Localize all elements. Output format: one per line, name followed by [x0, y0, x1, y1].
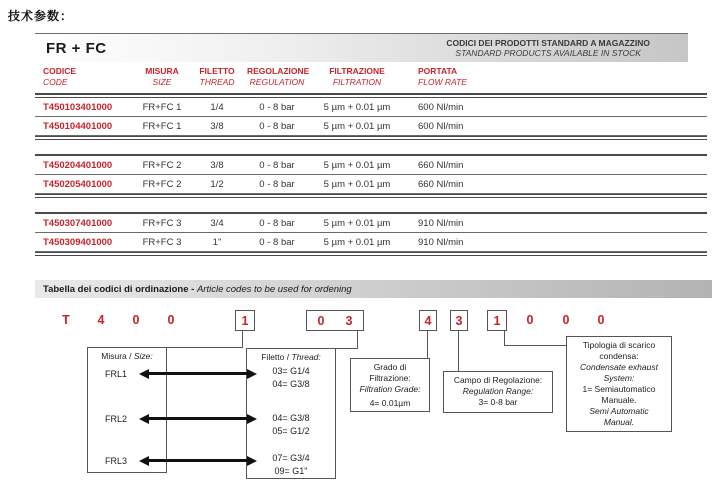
code-char-suffix-3: 0 [597, 313, 605, 327]
size-cell: FR+FC 2 [142, 178, 182, 190]
code-char-suffix-1: 0 [526, 313, 534, 327]
connector-exhaust-horizontal [504, 345, 566, 346]
column-header-code [35, 66, 137, 88]
size-thread-arrow-2 [148, 417, 248, 420]
size-item-frl1: FRL1 [105, 369, 128, 379]
ordering-title-en: Article codes to be used for ordening [196, 283, 352, 295]
column-header-thread [187, 66, 247, 88]
thread-option: 03= G1/4 [272, 366, 310, 376]
thread-cell: 3/8 [210, 159, 224, 171]
col-thread-en: THREAD [199, 77, 235, 87]
code-box-size-digit: 1 [235, 310, 255, 331]
exhaust-it-2: condensa: [599, 351, 639, 361]
size-title-it: Misura / [101, 351, 134, 361]
thread-option: 07= G3/4 [272, 453, 310, 463]
col-filtration-en: FILTRATION [332, 77, 382, 87]
flow-rate-cell: 910 Nl/min [418, 217, 464, 229]
code-char-prefix-4: 0 [167, 313, 175, 327]
exhaust-legend-box [566, 336, 672, 432]
table-group [35, 212, 707, 256]
column-header-filtration [307, 66, 407, 88]
filtration-legend-box [350, 358, 430, 412]
size-cell: FR+FC 2 [142, 159, 182, 171]
code-char-suffix-2: 0 [562, 313, 570, 327]
filtration-cell: 5 µm + 0.01 µm [323, 120, 391, 132]
regulation-en: Regulation Range: [462, 386, 534, 396]
size-cell: FR+FC 3 [142, 217, 182, 229]
regulation-cell: 0 - 8 bar [259, 178, 295, 190]
col-regulation-it: REGOLAZIONE [247, 66, 310, 76]
product-code: T450104401000 [43, 120, 113, 132]
thread-cell: 1" [212, 236, 222, 248]
col-regulation-en: REGULATION [249, 77, 305, 87]
size-cell: FR+FC 1 [142, 120, 182, 132]
exhaust-en-1: Condensate exhaust [580, 362, 658, 372]
code-builder-diagram [35, 298, 721, 490]
size-legend-title [88, 351, 166, 362]
filtration-it-2: Filtrazione: [369, 373, 411, 383]
column-header-flow-rate [407, 66, 697, 88]
regulation-cell: 0 - 8 bar [259, 159, 295, 171]
col-flow-rate-en: FLOW RATE [418, 77, 467, 87]
size-item-frl3: FRL3 [105, 456, 128, 466]
thread-legend-title [247, 352, 335, 363]
group-divider [35, 252, 707, 256]
connector-size [242, 331, 243, 347]
product-code: T450307401000 [43, 217, 113, 229]
exhaust-value-en-1: Semi Automatic [589, 406, 649, 416]
flow-rate-cell: 600 Nl/min [418, 120, 464, 132]
exhaust-value-2: Manuale. [601, 395, 637, 405]
thread-options-frl1 [247, 365, 335, 391]
product-code: T450309401000 [43, 236, 113, 248]
regulation-legend-box [443, 371, 553, 413]
code-char-prefix-1: T [62, 313, 70, 327]
thread-legend-box [246, 348, 336, 479]
size-cell: FR+FC 3 [142, 236, 182, 248]
table-row [35, 98, 707, 117]
thread-options-frl2 [247, 412, 335, 438]
filtration-cell: 5 µm + 0.01 µm [323, 236, 391, 248]
thread-cell: 3/8 [210, 120, 224, 132]
table-group [35, 98, 707, 140]
col-flow-rate-it: PORTATA [418, 66, 458, 76]
page-title: 技术参数： [8, 9, 74, 23]
table-row [35, 156, 707, 175]
thread-option: 04= G3/8 [272, 413, 310, 423]
thread-option: 05= G1/2 [272, 426, 310, 436]
product-code: T450204401000 [43, 159, 113, 171]
connector-thread [357, 331, 358, 349]
product-code: T450205401000 [43, 178, 113, 190]
connector-filtration [427, 331, 428, 358]
filtration-it-1: Grado di [373, 362, 407, 372]
thread-title-it: Filetto / [261, 352, 292, 362]
flow-rate-cell: 600 Nl/min [418, 101, 464, 113]
product-code: T450103401000 [43, 101, 113, 113]
size-thread-arrow-1 [148, 372, 248, 375]
thread-title-en: Thread: [291, 352, 321, 362]
col-code-en: CODE [43, 77, 68, 87]
regulation-cell: 0 - 8 bar [259, 120, 295, 132]
size-item-frl2: FRL2 [105, 414, 128, 424]
regulation-cell: 0 - 8 bar [259, 217, 295, 229]
table-column-headers [35, 66, 707, 93]
column-header-regulation [247, 66, 310, 88]
product-table-groups [35, 98, 707, 256]
series-name: FR + FC [46, 39, 107, 57]
exhaust-en-2: System: [603, 373, 635, 383]
thread-cell: 1/2 [210, 178, 224, 190]
thread-digit-1: 0 [317, 313, 325, 328]
connector-thread-horizontal [335, 348, 358, 349]
filtration-cell: 5 µm + 0.01 µm [323, 178, 391, 190]
thread-cell: 1/4 [210, 101, 224, 113]
exhaust-it-1: Tipologia di scarico [582, 340, 656, 350]
size-cell: FR+FC 1 [142, 101, 182, 113]
code-box-exhaust-digit: 1 [487, 310, 507, 331]
ordering-section-title [35, 280, 712, 298]
stock-note-it: CODICI DEI PRODOTTI STANDARD A MAGAZZINO [446, 37, 650, 48]
regulation-cell: 0 - 8 bar [259, 236, 295, 248]
connector-size-horizontal [167, 347, 243, 348]
table-group [35, 154, 707, 198]
code-box-filtration-digit: 4 [419, 310, 437, 331]
catalog-content [35, 33, 707, 490]
col-thread-it: FILETTO [199, 66, 235, 76]
stock-note-en: STANDARD PRODUCTS AVAILABLE IN STOCK [455, 48, 641, 58]
connector-exhaust [504, 331, 505, 345]
thread-option: 09= G1" [274, 466, 308, 476]
code-char-prefix-2: 4 [97, 313, 105, 327]
code-char-prefix-3: 0 [132, 313, 140, 327]
exhaust-value-1: 1= Semiautomatico [582, 384, 656, 394]
flow-rate-cell: 660 Nl/min [418, 159, 464, 171]
group-divider [35, 136, 707, 140]
regulation-cell: 0 - 8 bar [259, 101, 295, 113]
series-header-band [35, 33, 688, 62]
thread-options-frl3 [247, 452, 335, 478]
flow-rate-cell: 660 Nl/min [418, 178, 464, 190]
exhaust-value-en-2: Manual. [603, 417, 635, 427]
col-size-en: SIZE [152, 77, 172, 87]
table-row [35, 175, 707, 194]
size-title-en: Size: [133, 351, 153, 361]
thread-cell: 3/4 [210, 217, 224, 229]
code-box-regulation-digit: 3 [450, 310, 468, 331]
thread-option: 04= G3/8 [272, 379, 310, 389]
filtration-cell: 5 µm + 0.01 µm [323, 101, 391, 113]
table-row [35, 117, 707, 136]
filtration-cell: 5 µm + 0.01 µm [323, 159, 391, 171]
table-row [35, 233, 707, 252]
group-divider [35, 194, 707, 198]
col-size-it: MISURA [145, 66, 179, 76]
thread-digit-2: 3 [345, 313, 353, 328]
col-filtration-it: FILTRAZIONE [329, 66, 385, 76]
connector-regulation [458, 331, 459, 371]
col-code-it: CODICE [43, 66, 77, 76]
ordering-title-it: Tabella dei codici di ordinazione - [43, 283, 197, 295]
flow-rate-cell: 910 Nl/min [418, 236, 464, 248]
size-legend-box [87, 347, 167, 473]
filtration-cell: 5 µm + 0.01 µm [323, 217, 391, 229]
regulation-it: Campo di Regolazione: [453, 375, 543, 385]
stock-note [446, 38, 688, 59]
code-box-thread-digits [306, 310, 364, 331]
filtration-en: Filtration Grade: [359, 384, 421, 394]
column-header-size [137, 66, 187, 88]
table-row [35, 214, 707, 233]
size-thread-arrow-3 [148, 459, 248, 462]
regulation-value: 3= 0-8 bar [478, 397, 518, 407]
filtration-value: 4= 0.01µm [369, 398, 411, 408]
